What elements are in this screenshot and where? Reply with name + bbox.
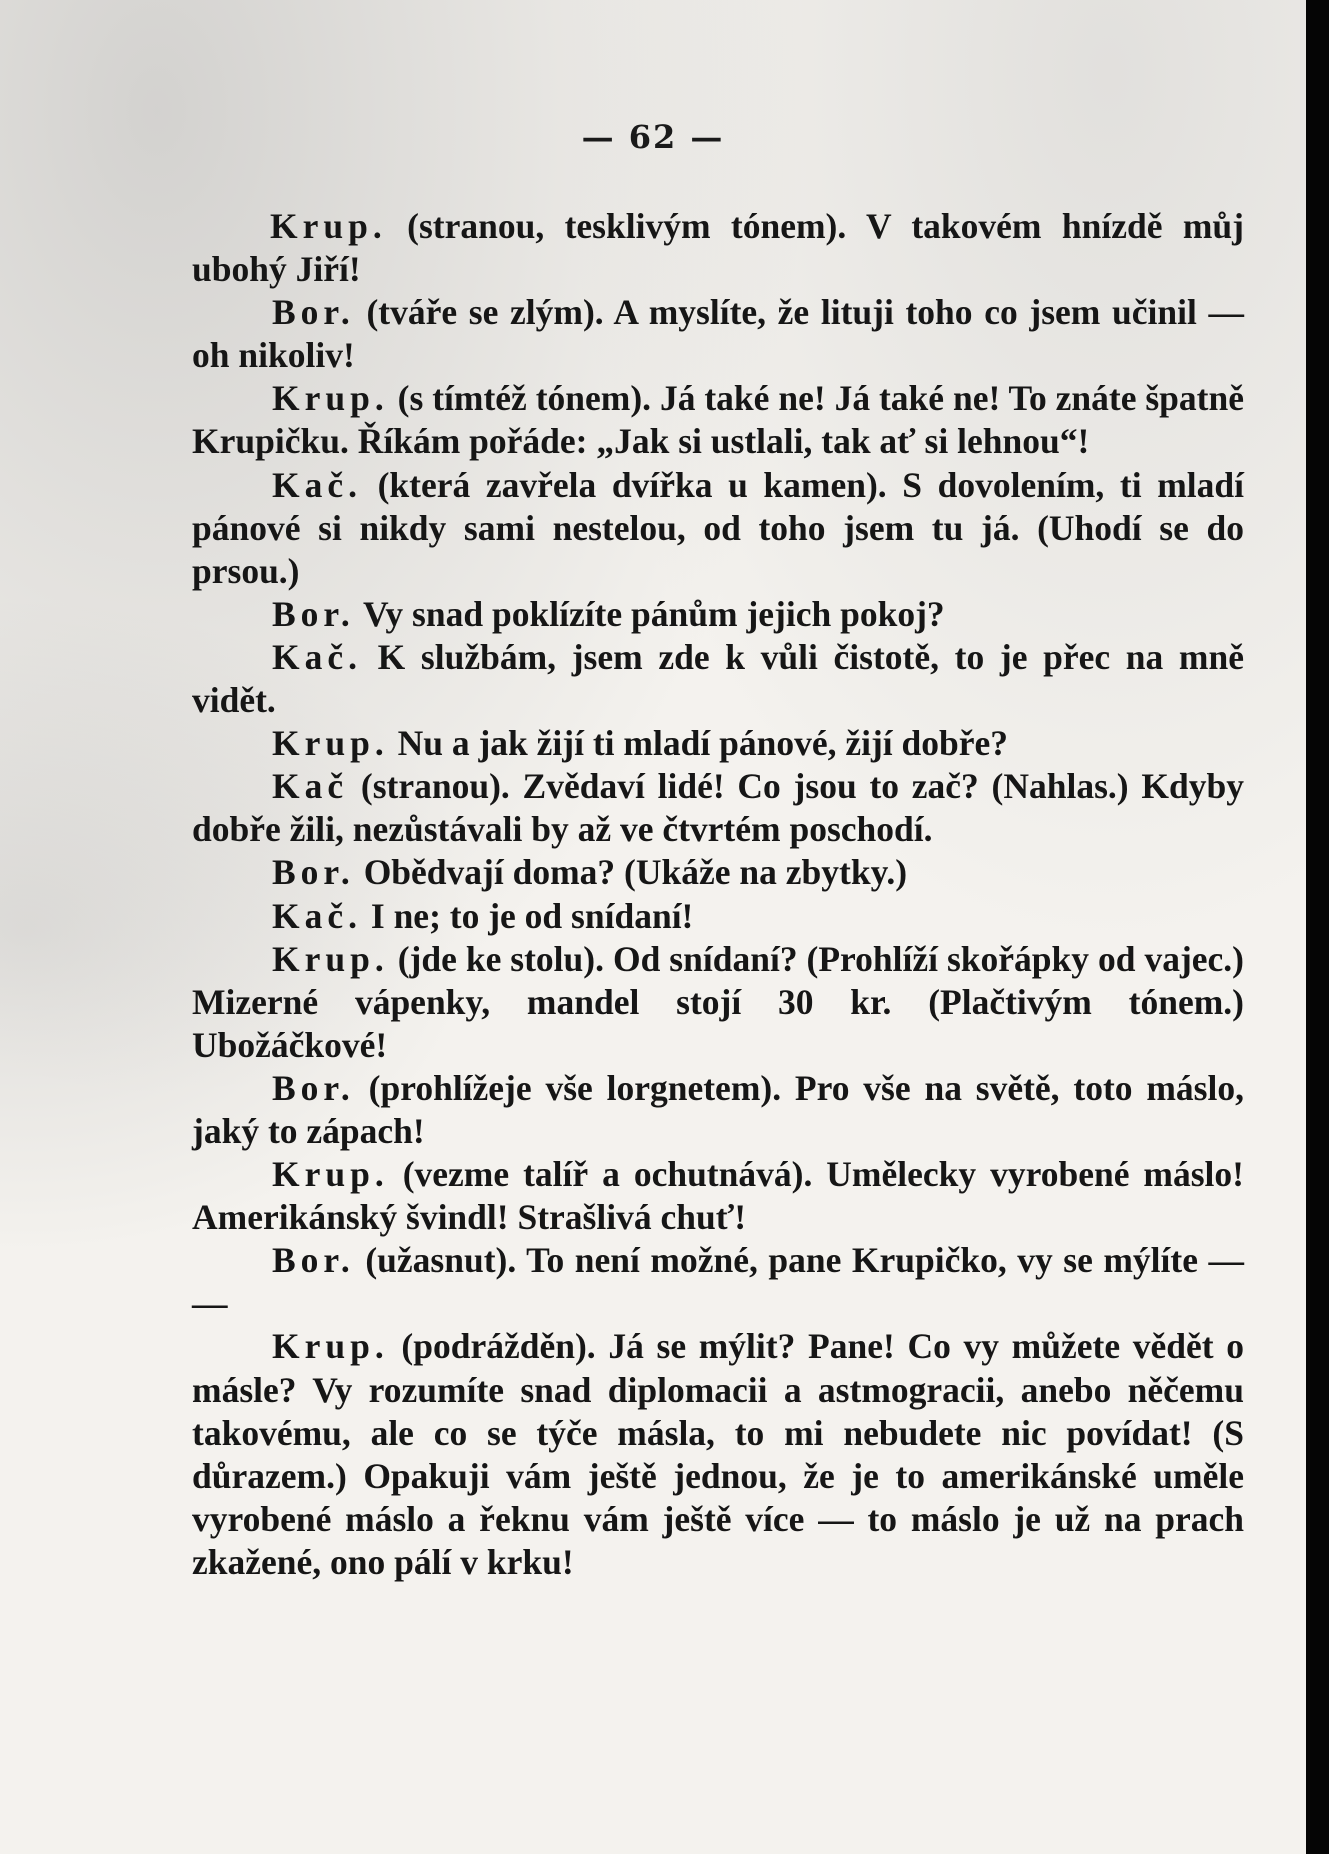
speaker-name: Krup. — [270, 206, 387, 246]
speaker-name: Bor. — [272, 1067, 355, 1108]
dialogue-text — [192, 205, 1244, 1584]
speaker-name: Kač. — [272, 464, 362, 505]
dialogue-paragraph — [192, 636, 1244, 722]
speaker-name: Krup. — [272, 1326, 389, 1367]
dialogue-paragraph — [192, 1239, 1244, 1325]
speech-text: (podrážděn). Já se mýlit? Pane! Co vy můžete vědět o másle? Vy rozumíte snad diplomacii a astmogracii, anebo něčemu takovému, ale co se týče másla, to mi nebudete nic povídat! (S důrazem.) Opakuji vám ještě jednou, že je to amerikánské uměle vyrobené máslo a řeknu vám ještě více — to máslo je už na prach zkažené, ono pálí v krku! — [192, 1326, 1244, 1582]
speech-text: (s tímtéž tónem). Já také ne! Já také ne! To znáte špatně Krupičku. Říkám pořáde: „Jak si ustlali, tak ať si lehnou“! — [192, 378, 1244, 462]
speaker-name: Bor. — [272, 292, 355, 333]
dialogue-paragraph — [192, 291, 1244, 377]
speech-text: Vy snad poklízíte pánům jejich pokoj? — [354, 593, 945, 634]
dialogue-paragraph — [192, 765, 1244, 851]
dialogue-paragraph — [192, 377, 1244, 463]
speech-text: I ne; to je od snídaní! — [362, 895, 694, 936]
speech-text: Obědvají doma? (Ukáže na zbytky.) — [354, 852, 908, 893]
dialogue-paragraph — [192, 1067, 1244, 1153]
dialogue-paragraph — [192, 464, 1244, 593]
speech-text: (stranou, tesklivým tónem). V takovém hnízdě můj ubohý Jiří! — [192, 206, 1244, 290]
speaker-name: Kač. — [272, 895, 362, 936]
speaker-name: Kač. — [272, 636, 362, 677]
dialogue-paragraph — [192, 938, 1244, 1067]
speaker-name: Bor. — [272, 852, 355, 893]
speaker-name: Krup. — [272, 1154, 389, 1195]
speech-text: (vezme talíř a ochutnává). Umělecky vyrobené máslo! Amerikánský švindl! Strašlivá chuť! — [192, 1154, 1244, 1238]
speech-text: (tváře se zlým). A myslíte, že lituji toho co jsem učinil — oh nikoliv! — [192, 292, 1244, 376]
speech-text: (která zavřela dvířka u kamen). S dovolením, ti mladí pánové si nikdy sami nestelou, od toho jsem tu já. (Uhodí se do prsou.) — [192, 464, 1244, 591]
page-number: — 62 — — [581, 118, 725, 156]
dialogue-paragraph — [192, 851, 1244, 894]
dialogue-paragraph — [192, 1325, 1244, 1584]
speaker-name: Krup. — [272, 938, 389, 979]
speech-text: (jde ke stolu). Od snídaní? (Prohlíží skořápky od vajec.) Mizerné vápenky, mandel stojí 30 kr. (Plačtivým tónem.) Ubožáčkové! — [192, 938, 1244, 1065]
speaker-name: Krup. — [272, 723, 389, 764]
speech-text: Nu a jak žijí ti mladí pánové, žijí dobře? — [388, 723, 1009, 764]
speaker-name: Krup. — [272, 378, 389, 419]
speaker-name: Bor. — [272, 1240, 355, 1281]
speech-text: (užasnut). To není možné, pane Krupičko, vy se mýlíte — — — [192, 1240, 1244, 1324]
dialogue-paragraph — [192, 1153, 1244, 1239]
dialogue-paragraph — [192, 722, 1244, 765]
speech-text: (prohlížeje vše lorgnetem). Pro vše na světě, toto máslo, jaký to zápach! — [192, 1067, 1244, 1151]
dialogue-paragraph — [192, 593, 1244, 636]
speaker-name: Kač — [272, 766, 349, 807]
speech-text: (stranou). Zvědaví lidé! Co jsou to zač? (Nahlas.) Kdyby dobře žili, nezůstávali by až ve čtvrtém poschodí. — [192, 766, 1244, 850]
dialogue-paragraph — [192, 205, 1244, 291]
speaker-name: Bor. — [272, 593, 355, 634]
speech-text: K službám, jsem zde k vůli čistotě, to je přec na mně vidět. — [192, 636, 1244, 721]
dialogue-paragraph — [192, 895, 1244, 938]
page-edge-shadow — [1306, 0, 1329, 1854]
